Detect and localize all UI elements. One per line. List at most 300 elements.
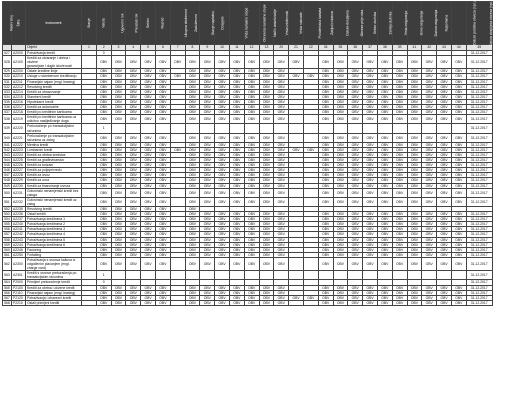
value-cell: OBV: [407, 295, 422, 300]
value-cell: [244, 124, 259, 133]
value-cell: OBV: [185, 74, 200, 79]
value-cell: 31.12.2017: [466, 89, 492, 94]
value-cell: OBV: [185, 84, 200, 89]
value-cell: OBV: [200, 79, 215, 84]
value-cell: OBV: [451, 133, 466, 142]
value-cell: [289, 188, 304, 197]
value-cell: OBV: [155, 183, 170, 188]
instrument-name: Stambeni kredit: [27, 94, 51, 99]
value-cell: OBV: [155, 207, 170, 212]
value-cell: OBV: [451, 89, 466, 94]
value-cell: OBV: [96, 94, 111, 99]
column-number-cell: 42: [422, 45, 437, 51]
value-cell: OBV: [96, 207, 111, 212]
value-cell: OBV: [318, 295, 333, 300]
value-cell: OBV: [111, 197, 126, 206]
value-cell: 31.12.2017: [466, 188, 492, 197]
value-cell: OBV: [274, 79, 289, 84]
value-cell: OBV: [333, 232, 348, 237]
value-cell: OBV: [185, 217, 200, 222]
value-cell: OBV: [422, 115, 437, 124]
value-cell: 31.12.2017: [466, 252, 492, 257]
value-cell: OBV: [274, 115, 289, 124]
value-cell: OBV: [96, 252, 111, 257]
value-cell: OBV: [229, 74, 244, 79]
value-cell: OBV: [348, 197, 363, 206]
value-cell: OBV: [229, 99, 244, 104]
value-cell: OBV: [422, 237, 437, 242]
column-number-cell: 36: [348, 45, 363, 51]
value-cell: OBV: [141, 168, 156, 173]
value-cell: OBV: [377, 84, 392, 89]
value-cell: OBV: [215, 142, 230, 147]
value-cell: OBV: [111, 168, 126, 173]
value-cell: OBV: [244, 94, 259, 99]
value-cell: OBV: [437, 285, 452, 290]
value-cell: OBV: [155, 56, 170, 69]
value-cell: OBV: [392, 99, 407, 104]
instrument-cell: [26, 115, 82, 124]
value-cell: OBV: [259, 178, 274, 183]
column-number-cell: 11: [229, 45, 244, 51]
value-cell: OBV: [126, 79, 141, 84]
value-cell: [185, 271, 200, 280]
value-cell: OBV: [155, 110, 170, 115]
value-cell: OBV: [259, 168, 274, 173]
row-number-cell: 548: [4, 178, 10, 183]
value-cell: OBV: [451, 227, 466, 232]
code-cell: A2211: [12, 79, 26, 84]
value-cell: OBV: [407, 89, 422, 94]
value-cell: OBV: [333, 242, 348, 247]
value-cell: OBV: [141, 252, 156, 257]
value-cell: OBV: [155, 212, 170, 217]
value-cell: OBV: [141, 237, 156, 242]
value-cell: OBV: [229, 79, 244, 84]
value-cell: OBV: [451, 158, 466, 163]
row-number-cell: 527: [4, 51, 10, 55]
value-cell: OBV: [274, 89, 289, 94]
column-number-cell: 35: [333, 45, 348, 51]
value-cell: OBV: [451, 163, 466, 168]
value-cell: OBV: [451, 105, 466, 110]
value-cell: OBV: [451, 232, 466, 237]
value-cell: OBV: [407, 168, 422, 173]
value-cell: OBV: [407, 217, 422, 222]
value-cell: OBV: [363, 242, 378, 247]
value-cell: OBV: [215, 227, 230, 232]
value-cell: OBV: [392, 300, 407, 305]
code-cell: A2212: [12, 84, 26, 89]
value-cell: OBV: [96, 257, 111, 270]
value-cell: OBV: [348, 285, 363, 290]
value-cell: OBV: [422, 217, 437, 222]
value-cell: OBV: [126, 115, 141, 124]
value-cell: OBV: [363, 105, 378, 110]
code-cell: P2120: [12, 295, 26, 300]
value-cell: OBV: [392, 115, 407, 124]
value-cell: OBV: [363, 247, 378, 252]
value-cell: OBV: [274, 247, 289, 252]
value-cell: [363, 271, 378, 280]
value-cell: OBV: [377, 257, 392, 270]
value-cell: OBV: [363, 188, 378, 197]
value-cell: OBV: [96, 188, 111, 197]
header-column: Zemlja dužnika: [377, 2, 392, 45]
value-cell: OBV: [141, 56, 156, 69]
value-cell: 1: [96, 271, 111, 280]
instrument-name: Financijski najam (engl. leasing): [27, 290, 76, 295]
value-cell: OBV: [377, 295, 392, 300]
value-cell: OBV: [377, 252, 392, 257]
row-number-cell: 568: [4, 300, 10, 305]
value-cell: OBV: [229, 105, 244, 110]
value-cell: OBV: [155, 105, 170, 110]
value-cell: OBV: [363, 285, 378, 290]
value-cell: OBV: [259, 212, 274, 217]
value-cell: 1: [96, 124, 111, 133]
value-cell: OBV: [363, 237, 378, 242]
value-cell: OBV: [126, 173, 141, 178]
value-cell: OBV: [422, 300, 437, 305]
header-column: Sektor dužnika: [363, 2, 378, 45]
header-column: Razred: [155, 2, 170, 45]
value-cell: OBV: [333, 197, 348, 206]
value-cell: OBV: [126, 69, 141, 74]
value-cell: OBV: [126, 89, 141, 94]
header-column: Datum dospijeća obveza (npr.): [466, 2, 492, 45]
value-cell: OBV: [333, 188, 348, 197]
row-number-cell: 540: [3, 133, 12, 142]
value-cell: OBV: [407, 285, 422, 290]
value-cell: OBV: [244, 99, 259, 104]
instrument-name: Hipotekarni kredit: [27, 99, 54, 104]
table-row: [3, 300, 493, 305]
value-cell: OBV: [274, 74, 289, 79]
value-cell: OBV: [274, 69, 289, 74]
value-cell: [141, 271, 156, 280]
value-cell: OBV: [422, 257, 437, 270]
value-cell: OBV: [407, 173, 422, 178]
value-cell: OBV: [274, 290, 289, 295]
value-cell: OBV: [185, 94, 200, 99]
value-cell: OBV: [185, 247, 200, 252]
value-cell: OBV: [229, 84, 244, 89]
value-cell: OBV: [363, 115, 378, 124]
value-cell: OBV: [96, 290, 111, 295]
code-cell: A2226: [12, 163, 26, 168]
value-cell: OBV: [215, 94, 230, 99]
value-cell: OBV: [155, 69, 170, 74]
value-cell: OBV: [437, 188, 452, 197]
value-cell: OBV: [318, 163, 333, 168]
value-cell: OBV: [451, 183, 466, 188]
value-cell: OBV: [141, 89, 156, 94]
header-column: Sektor: [141, 2, 156, 45]
value-cell: OBV: [377, 133, 392, 142]
value-cell: OBV: [377, 300, 392, 305]
column-number-cell: 4: [126, 45, 141, 51]
value-cell: OBV: [200, 110, 215, 115]
value-cell: OBV: [259, 115, 274, 124]
value-cell: OBV: [348, 99, 363, 104]
value-cell: OBV: [141, 173, 156, 178]
value-cell: OBV: [377, 163, 392, 168]
value-cell: OBV: [141, 188, 156, 197]
value-cell: OBV: [437, 94, 452, 99]
code-cell: A2229: [12, 178, 26, 183]
value-cell: OBV: [259, 252, 274, 257]
value-cell: OBV: [363, 178, 378, 183]
value-cell: OBV: [185, 188, 200, 197]
value-cell: OBV: [318, 222, 333, 227]
value-cell: 31.12.2017: [466, 227, 492, 232]
column-number-cell: 43: [437, 45, 452, 51]
code-cell: A2218: [12, 110, 26, 115]
instrument-name: Ostali primljeni krediti: [27, 300, 60, 305]
value-cell: OBV: [141, 197, 156, 206]
value-cell: OBV: [111, 56, 126, 69]
value-cell: OBV: [333, 300, 348, 305]
header-column: Ugovorni rok: [111, 2, 126, 45]
row-number-cell: 546: [4, 168, 10, 173]
value-cell: OBV: [318, 252, 333, 257]
value-cell: OBV: [274, 163, 289, 168]
value-cell: OBV: [392, 232, 407, 237]
value-cell: OBV: [333, 227, 348, 232]
value-cell: OBV: [333, 285, 348, 290]
value-cell: OBV: [155, 188, 170, 197]
value-cell: OBV: [259, 183, 274, 188]
value-cell: OBV: [244, 89, 259, 94]
value-cell: OBV: [437, 300, 452, 305]
value-cell: OBV: [200, 163, 215, 168]
value-cell: OBV: [96, 285, 111, 290]
instrument-name: Usluge u stambenom kreditiranju: [27, 74, 77, 79]
value-cell: OBV: [451, 212, 466, 217]
value-cell: OBV: [126, 217, 141, 222]
value-cell: OBV: [437, 105, 452, 110]
value-cell: 0: [96, 280, 111, 285]
value-cell: OBV: [141, 163, 156, 168]
value-cell: OBV: [155, 133, 170, 142]
value-cell: OBV: [333, 183, 348, 188]
row-number-cell: 551: [3, 197, 12, 206]
value-cell: OBV: [126, 290, 141, 295]
value-cell: OBV: [111, 242, 126, 247]
value-cell: [82, 300, 97, 305]
value-cell: OBV: [437, 178, 452, 183]
value-cell: OBV: [126, 105, 141, 110]
column-number-cell: 5: [141, 45, 156, 51]
instrument-name: Potraživanja kreditnima 4: [27, 232, 66, 237]
value-cell: OBV: [392, 74, 407, 79]
value-cell: OBV: [392, 237, 407, 242]
value-cell: OBV: [244, 232, 259, 237]
instrument-name-continued: garancijske i dugih izloženosti: [27, 64, 72, 69]
value-cell: OBV: [363, 158, 378, 163]
value-cell: OBV: [348, 94, 363, 99]
row-number-cell: 533: [4, 89, 10, 94]
value-cell: OBV: [437, 115, 452, 124]
value-cell: OBV: [318, 84, 333, 89]
column-number-cell: 39: [392, 45, 407, 51]
value-cell: OBV: [111, 183, 126, 188]
instrument-name: Ostali krediti: [27, 212, 46, 217]
value-cell: [82, 56, 97, 69]
value-cell: OBV: [96, 197, 111, 206]
value-cell: OBV: [229, 142, 244, 147]
value-cell: OBV: [126, 168, 141, 173]
instrument-name: Potraživanja kreditnima 2: [27, 222, 66, 227]
value-cell: OBV: [274, 152, 289, 157]
code-cell: A2210: [12, 74, 26, 79]
value-cell: [259, 271, 274, 280]
value-cell: OBV: [141, 110, 156, 115]
value-cell: OBV: [155, 197, 170, 206]
value-cell: OBV: [141, 207, 156, 212]
instrument-name: Potraživanja kreditnima 1: [27, 217, 66, 222]
value-cell: OBV: [244, 222, 259, 227]
value-cell: OBV: [96, 178, 111, 183]
value-cell: [170, 257, 185, 270]
column-number-cell: 22: [303, 45, 318, 51]
value-cell: OBV: [422, 290, 437, 295]
value-cell: OBV: [377, 69, 392, 74]
value-cell: OBV: [392, 295, 407, 300]
value-cell: [155, 271, 170, 280]
value-cell: OBV: [141, 105, 156, 110]
value-cell: OBV: [348, 152, 363, 157]
value-cell: OBV: [111, 227, 126, 232]
value-cell: OBV: [126, 56, 141, 69]
value-cell: 31.12.2017: [466, 300, 492, 305]
value-cell: OBV: [244, 105, 259, 110]
value-cell: OBV: [422, 173, 437, 178]
value-cell: [303, 300, 318, 305]
value-cell: OBV: [155, 147, 170, 152]
value-cell: 31.12.2017: [466, 133, 492, 142]
value-cell: OBV: [422, 242, 437, 247]
value-cell: OBV: [141, 69, 156, 74]
header-column: Dospjelo: [215, 2, 230, 45]
value-cell: OBV: [377, 99, 392, 104]
value-cell: OBV: [126, 147, 141, 152]
value-cell: OBV: [96, 79, 111, 84]
value-cell: OBV: [333, 168, 348, 173]
value-cell: OBV: [437, 110, 452, 115]
value-cell: OBV: [392, 183, 407, 188]
value-cell: OBV: [422, 84, 437, 89]
value-cell: OBV: [348, 237, 363, 242]
value-cell: OBV: [229, 115, 244, 124]
value-cell: OBV: [200, 252, 215, 257]
value-cell: OBV: [377, 237, 392, 242]
value-cell: OBV: [437, 99, 452, 104]
instrument-cell: [26, 74, 82, 79]
value-cell: OBV: [407, 147, 422, 152]
value-cell: OBV: [333, 152, 348, 157]
value-cell: OBV: [363, 197, 378, 206]
value-cell: OBV: [348, 188, 363, 197]
value-cell: OBV: [111, 212, 126, 217]
value-cell: [82, 188, 97, 197]
value-cell: OBV: [348, 110, 363, 115]
value-cell: OBV: [155, 142, 170, 147]
value-cell: OBV: [215, 295, 230, 300]
header-column: Stanje naplativo: [200, 2, 215, 45]
value-cell: [274, 271, 289, 280]
instrument-cell: [26, 257, 82, 270]
value-cell: OBV: [96, 147, 111, 152]
value-cell: OBV: [318, 212, 333, 217]
value-cell: OBV: [185, 257, 200, 270]
value-cell: OBV: [96, 212, 111, 217]
value-cell: OBV: [289, 56, 304, 69]
value-cell: OBV: [422, 133, 437, 142]
value-cell: OBV: [348, 163, 363, 168]
value-cell: OBV: [229, 152, 244, 157]
row-number-cell: 538: [3, 115, 12, 124]
value-cell: OBV: [407, 94, 422, 99]
value-cell: OBV: [422, 252, 437, 257]
value-cell: OBV: [200, 74, 215, 79]
value-cell: OBV: [126, 285, 141, 290]
value-cell: OBV: [111, 89, 126, 94]
value-cell: OBV: [111, 105, 126, 110]
value-cell: OBV: [407, 252, 422, 257]
value-cell: OBV: [377, 188, 392, 197]
value-cell: OBV: [451, 84, 466, 89]
instrument-name: Potraživanja kredit: [27, 51, 55, 55]
value-cell: [303, 115, 318, 124]
value-cell: OBV: [259, 74, 274, 79]
value-cell: OBV: [392, 247, 407, 252]
value-cell: OBV: [200, 290, 215, 295]
value-cell: OBV: [215, 232, 230, 237]
value-cell: OBV: [348, 79, 363, 84]
value-cell: OBV: [141, 84, 156, 89]
value-cell: OBV: [333, 163, 348, 168]
value-cell: [200, 124, 215, 133]
value-cell: OBV: [377, 142, 392, 147]
value-cell: OBV: [126, 142, 141, 147]
column-number-cell: 44: [451, 45, 466, 51]
value-cell: OBV: [407, 74, 422, 79]
value-cell: OBV: [348, 300, 363, 305]
value-cell: OBV: [215, 168, 230, 173]
instrument-name: Prekoračenje po transakcijskim: [27, 124, 74, 129]
header-column: Način amortizacije: [259, 2, 274, 45]
column-number-cell: 10: [215, 45, 230, 51]
value-cell: [82, 124, 97, 133]
value-cell: OBV: [111, 133, 126, 142]
value-cell: OBV: [259, 133, 274, 142]
value-cell: OBV: [229, 110, 244, 115]
value-cell: OBV: [348, 295, 363, 300]
value-cell: [333, 271, 348, 280]
value-cell: OBV: [274, 222, 289, 227]
value-cell: OBV: [141, 222, 156, 227]
value-cell: OBV: [126, 237, 141, 242]
value-cell: OBV: [111, 237, 126, 242]
value-cell: OBV: [274, 133, 289, 142]
row-number-cell: 566: [4, 290, 10, 295]
value-cell: 31.12.2017: [466, 183, 492, 188]
value-cell: OBV: [392, 178, 407, 183]
instrument-name: Krediti za turizam: [27, 163, 54, 168]
header-code: Šifra: [12, 2, 26, 45]
